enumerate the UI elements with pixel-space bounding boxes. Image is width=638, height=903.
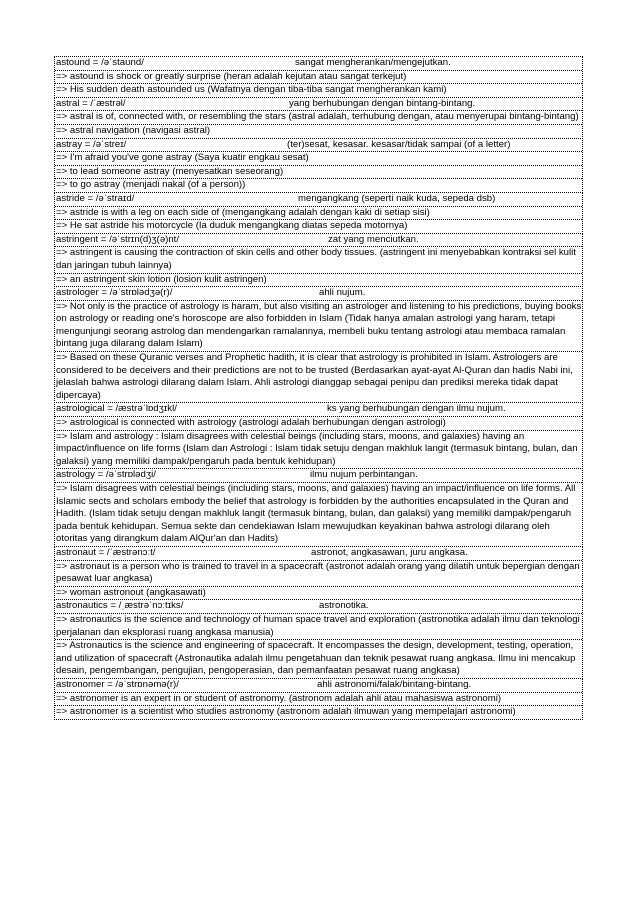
- headword: astride = /əˈstraɪd/: [56, 192, 135, 204]
- example-line: => astrological is connected with astrology (astrologi adalah berhubungan dengan astrologi): [55, 417, 582, 431]
- example-line: => astral navigation (navigasi astral): [56, 124, 211, 136]
- example-line: => astronomer is a scientist who studies astronomy (astronom adalah ilmuwan yang mempelajari astronomi): [56, 706, 516, 718]
- meaning: zat yang menciutkan.: [328, 233, 419, 245]
- example-line: => Islam disagrees with celestial beings (including stars, moons, and galaxies) having an impact/influence on life forms. All Islamic sects and scholars embody the belief that astrology is forbidden by the authorities encapsulated in the Quran and Hadith. (Islam tidak setuju dengan makhluk langit (termasuk bintang, bulan, dan galaksi) yang memiliki dampak/pengaruh pada bentuk kehidupan. Semua sekte dan cendekiawan Islam mewujudkan keyakinan bahwa astrologi dilarang oleh otoritas yang dirangkum dalam AlQur'an dan Hadits): [56, 483, 576, 545]
- headword: astrologer = /əˈstrɒlədʒə(r)/: [56, 287, 173, 299]
- entry-headword-row: [55, 679, 582, 693]
- meaning: astronot, angkasawan, juru angkasa.: [311, 546, 468, 558]
- example-line: => astronaut is a person who is trained to travel in a spacecraft (astronot adalah orang yang dilatih untuk bepergian dengan pesawat luar angkasa): [55, 561, 582, 587]
- entry-headword-row: [55, 57, 582, 71]
- meaning: yang berhubungan dengan bintang-bintang.: [289, 97, 476, 109]
- entry-headword-row: [55, 287, 582, 301]
- example-line: => Islam and astrology : Islam disagrees with celestial beings (including stars, moons, and galaxies) having an impact/influence on life forms (Islam dan Astrologi : Islam tidak setuju dengan makhluk langit (termasuk bintang, bulan, dan galaksi) yang memiliki dampak/pengaruh pada bentuk kehidupan): [56, 430, 578, 467]
- example-line: => Astronautics is the science and engineering of spacecraft. It encompasses the design, development, testing, operation, and utilization of spacecraft (Astronautika adalah ilmu pengetahuan dan teknik pesawat ruang angkasa. Ilmu ini mencakup desain, pengembangan, pengujian, pengoperasian, dan pemanfaatan pesawat ruang angkasa): [56, 640, 576, 677]
- entry-headword-row: [55, 234, 582, 248]
- example-line: => He sat astride his motorcycle (Ia duduk mengangkang diatas sepeda motornya): [56, 220, 408, 232]
- meaning: ahli astronomi/falak/bintang-bintang.: [317, 678, 472, 690]
- example-line: => woman astronout (angkasawati): [56, 586, 206, 598]
- meaning: ahli nujum.: [319, 287, 366, 299]
- document-page: [54, 57, 583, 720]
- example-line: => Based on these Quranic verses and Prophetic hadith, it is clear that astrology is prohibited in Islam. Astrologers are considered to be deceivers and their predictions are not to be trusted (Berdasarkan ayat-ayat Al-Quran dan hadis Nabi ini, jelaslah bahwa astrologi dilarang dalam Islam. Ahli astrologi dianggap sebagai penipu dan prediksi mereka tidak dapat dipercaya): [56, 352, 573, 401]
- example-line: => astringent is causing the contraction of skin cells and other body tissues. (astringent ini menyebabkan kontraksi sel kulit dan jaringan tubuh lainnya): [55, 247, 582, 273]
- meaning: astronotika.: [319, 600, 369, 612]
- example-line: => astride is with a leg on each side of (mengangkang adalah dengan kaki di setiap sisi): [55, 207, 582, 221]
- entry-headword-row: [55, 139, 582, 153]
- entry-astrology: [54, 468, 583, 547]
- example-line: => to lead someone astray (menyesatkan seseorang): [55, 166, 582, 180]
- entry-headword-row: [55, 403, 582, 417]
- entry-astrological: [54, 402, 583, 469]
- meaning: (ter)sesat, kesasar. kesasar/tidak sampai (of a letter): [287, 138, 511, 150]
- example-line: => astound is shock or greatly surprise (heran adalah kejutan atau sangat terkejut): [55, 71, 582, 85]
- entry-astound: [54, 56, 583, 98]
- headword: astrological = /æstrəˈlɒdʒɪkl/: [56, 403, 177, 415]
- headword: astronomer = /əˈstrɒnəmə(r)/: [56, 678, 179, 690]
- meaning: ilmu nujum perbintangan.: [310, 469, 418, 481]
- entry-astral: [54, 97, 583, 139]
- headword: astronautics = /ˌæstrəˈnɔːtɪks/: [56, 600, 184, 612]
- entry-headword-row: [55, 600, 582, 614]
- entry-astronaut: [54, 546, 583, 600]
- entry-astride: [54, 192, 583, 234]
- meaning: ks yang berhubungan dengan ilmu nujum.: [327, 403, 506, 415]
- example-line: => astronautics is the science and technology of human space travel and exploration (astronotika adalah ilmu dan teknologi perjalanan dan eksplorasi ruang angkasa manusia): [55, 614, 582, 640]
- entry-astronautics: [54, 599, 583, 679]
- headword: astrology = /əˈstrɒlədʒi/: [56, 469, 156, 481]
- entry-astronomer: [54, 678, 583, 720]
- entry-headword-row: [55, 98, 582, 112]
- headword: astringent = /əˈstrɪn(d)ʒ(ə)nt/: [56, 233, 180, 245]
- example-line: => astronomer is an expert in or student of astronomy. (astronom adalah ahli atau mahasiswa astronomi): [55, 693, 582, 707]
- entry-astringent: [54, 233, 583, 287]
- meaning: sangat mengherankan/mengejutkan.: [295, 57, 451, 68]
- example-line: => an astringent skin lotion (losion kulit astringen): [56, 273, 267, 285]
- example-line: => Not only is the practice of astrology is haram, but also visiting an astrologer and listening to his predictions, buying books on astrology or reading one's horoscope are also forbidden in Islam (Tidak hanya amalan astrologi yang haram, tetapi mengunjungi seorang astrolog dan mendengarkan ramalannya, membeli buku tentang astrologi atau membaca ramalan bintang juga dilarang dalam Islam): [55, 301, 582, 352]
- example-line: => I'm afraid you've gone astray (Saya kuatir engkau sesat): [55, 152, 582, 166]
- headword: astronaut = /ˈæstrənɔːt/: [56, 546, 156, 558]
- entry-headword-row: [55, 193, 582, 207]
- headword: astral = /ˈæstrəl/: [56, 97, 126, 109]
- example-line: => His sudden death astounded us (Wafatnya dengan tiba-tiba sangat mengherankan kami): [56, 84, 447, 96]
- headword: astray = /əˈstreɪ/: [56, 138, 127, 150]
- entry-astray: [54, 138, 583, 193]
- example-line: => to go astray (menjadi nakal (of a person)): [56, 179, 246, 191]
- entry-astrologer: [54, 286, 583, 403]
- entry-headword-row: [55, 547, 582, 561]
- example-line: => astral is of, connected with, or resembling the stars (astral adalah, terhubung dengan, atau menyerupai bintang-bintang): [55, 111, 582, 125]
- entry-headword-row: [55, 469, 582, 483]
- meaning: mengangkang (seperti naik kuda, sepeda dsb): [298, 192, 496, 204]
- headword: astound = /əˈstaʊnd/: [56, 57, 144, 68]
